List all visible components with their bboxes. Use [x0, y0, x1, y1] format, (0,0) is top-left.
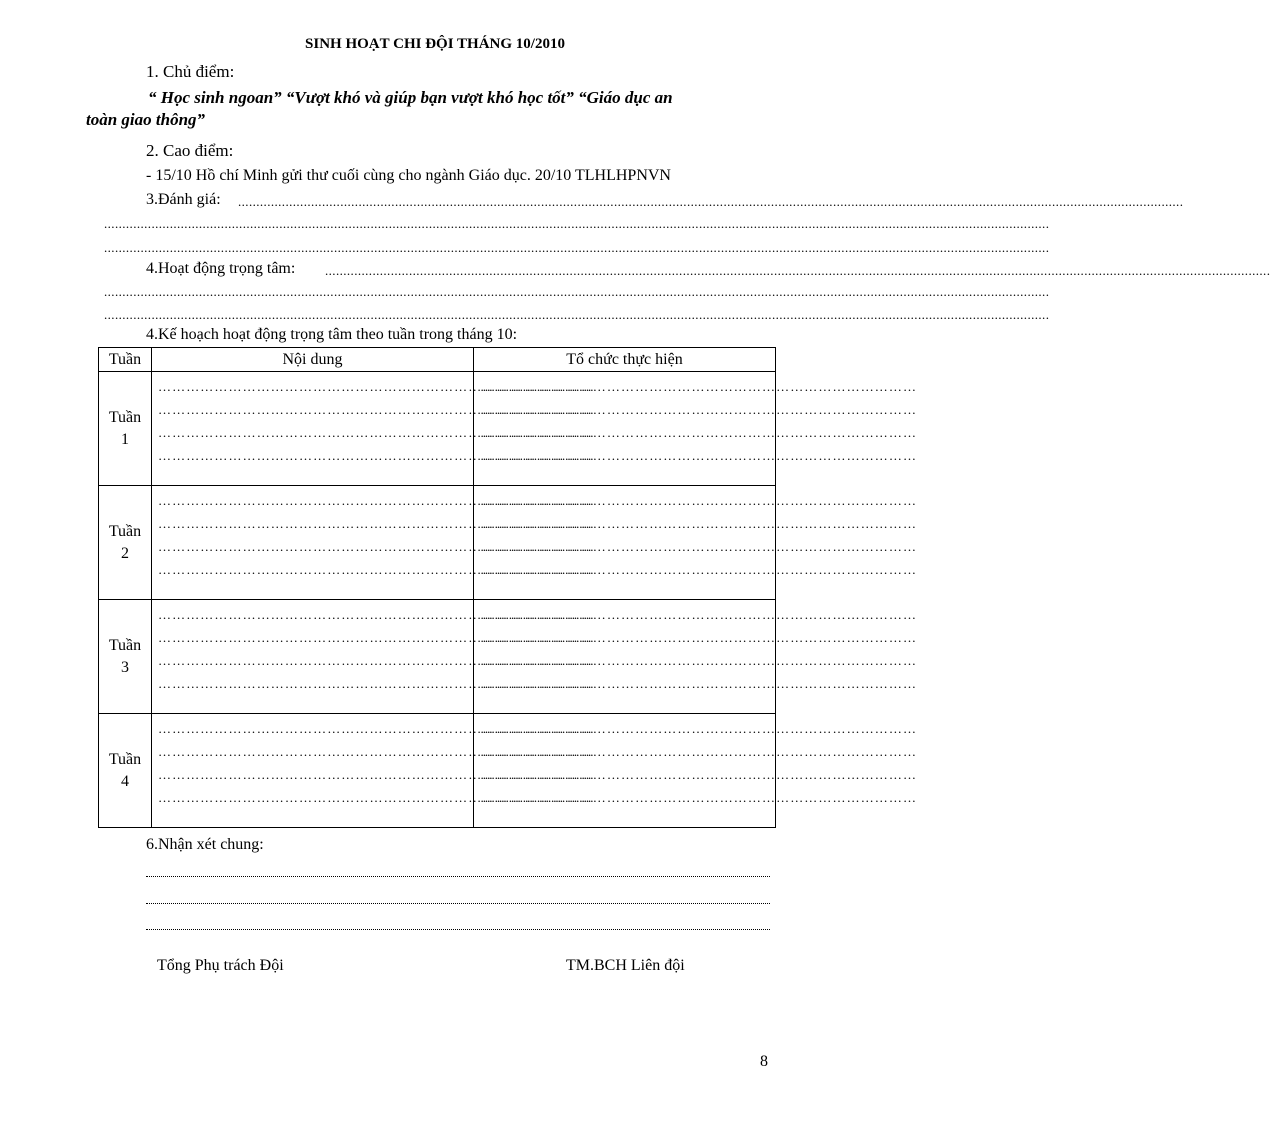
organize-cell[interactable] [474, 600, 918, 714]
dotted-line: ………………………………………………………………………………… [158, 425, 596, 440]
organize-cell[interactable] [474, 714, 918, 828]
dotted-line: ………………………………………………………………………………… [480, 562, 918, 577]
activity-fill-line[interactable]: ................................................................................................................................................................................................................................................................... [104, 307, 1050, 322]
section-2-heading: 2. Cao điểm: [146, 141, 234, 160]
dotted-line: ………………………………………………………………………………… [480, 790, 918, 805]
week-number: 1 [121, 430, 129, 448]
section-4-heading: 4.Hoạt động trọng tâm: [146, 260, 296, 277]
dotted-line: ………………………………………………………………………………… [480, 607, 918, 622]
week-cell [99, 486, 152, 600]
dotted-line: ………………………………………………………………………………… [158, 539, 596, 554]
dotted-line: ………………………………………………………………………………… [158, 653, 596, 668]
dotted-line: ………………………………………………………………………………… [158, 448, 596, 463]
activity-fill-line[interactable]: ................................................................................................................................................................................................................................................................... [325, 263, 1270, 278]
table-row [99, 486, 776, 600]
evaluation-fill-line[interactable]: ................................................................................................................................................................................................................................................................... [104, 240, 1050, 255]
evaluation-fill-line[interactable]: ................................................................................................................................................................................................................................................................... [238, 194, 1184, 209]
week-cell [99, 372, 152, 486]
dotted-line: ………………………………………………………………………………… [158, 767, 596, 782]
col-week-header: Tuần [99, 348, 152, 372]
dotted-line: ………………………………………………………………………………… [480, 425, 918, 440]
content-cell[interactable] [152, 714, 596, 828]
weekly-plan-table [98, 347, 918, 828]
dotted-line: ………………………………………………………………………………… [480, 448, 918, 463]
dotted-line: ………………………………………………………………………………… [158, 790, 596, 805]
content-cell[interactable] [152, 600, 596, 714]
section-2-line: - 15/10 Hồ chí Minh gửi thư cuối cùng cho ngành Giáo dục. 20/10 TLHLHPNVN [146, 167, 671, 184]
dotted-line: ………………………………………………………………………………… [158, 630, 596, 645]
dotted-line: ………………………………………………………………………………… [480, 516, 918, 531]
dotted-line: ………………………………………………………………………………… [480, 539, 918, 554]
dotted-line: ………………………………………………………………………………… [480, 402, 918, 417]
dotted-line: ………………………………………………………………………………… [158, 721, 596, 736]
week-label: Tuần [108, 636, 142, 654]
section-6-heading: 6.Nhận xét chung: [146, 836, 264, 853]
dotted-line: ………………………………………………………………………………… [158, 676, 596, 691]
week-number: 2 [121, 544, 129, 562]
dotted-line: ………………………………………………………………………………… [158, 516, 596, 531]
dotted-line: ………………………………………………………………………………… [480, 630, 918, 645]
col-organize-header: Tổ chức thực hiện [474, 348, 776, 372]
week-label: Tuần [108, 750, 142, 768]
week-label: Tuần [108, 408, 142, 426]
table-header-row [99, 348, 776, 372]
dotted-line: ………………………………………………………………………………… [480, 493, 918, 508]
dotted-line: ………………………………………………………………………………… [480, 721, 918, 736]
dotted-line: ………………………………………………………………………………… [480, 676, 918, 691]
dotted-line: ………………………………………………………………………………… [158, 402, 596, 417]
dotted-line: ………………………………………………………………………………… [158, 562, 596, 577]
signature-right-title: TM.BCH Liên đội [566, 957, 685, 974]
table-row [99, 372, 776, 486]
week-cell [99, 714, 152, 828]
theme-line-2: toàn giao thông” [86, 110, 206, 129]
dotted-line: ………………………………………………………………………………… [480, 767, 918, 782]
dotted-line: ………………………………………………………………………………… [480, 653, 918, 668]
section-1-heading: 1. Chủ điểm: [146, 62, 235, 81]
organize-cell[interactable] [474, 372, 918, 486]
dotted-line: ………………………………………………………………………………… [158, 744, 596, 759]
content-cell[interactable] [152, 372, 596, 486]
theme-line-1: “ Học sinh ngoan” “Vượt khó và giúp bạn vượt khó học tốt” “Giáo dục an [148, 88, 673, 107]
activity-fill-line[interactable]: ................................................................................................................................................................................................................................................................... [104, 284, 1050, 299]
table-row [99, 600, 776, 714]
dotted-line: ………………………………………………………………………………… [158, 607, 596, 622]
section-3-heading: 3.Đánh giá: [146, 191, 221, 208]
week-cell [99, 600, 152, 714]
dotted-line: ………………………………………………………………………………… [158, 493, 596, 508]
page-number: 8 [760, 1053, 768, 1070]
signature-left-title: Tổng Phụ trách Đội [157, 957, 284, 974]
col-content-header: Nội dung [152, 348, 474, 372]
table-row [99, 714, 776, 828]
organize-cell[interactable] [474, 486, 918, 600]
week-number: 3 [121, 658, 129, 676]
comment-fill-line[interactable] [146, 903, 770, 904]
dotted-line: ………………………………………………………………………………… [480, 744, 918, 759]
week-number: 4 [121, 772, 129, 790]
content-cell[interactable] [152, 486, 596, 600]
dotted-line: ………………………………………………………………………………… [480, 379, 918, 394]
comment-fill-line[interactable] [146, 929, 770, 930]
comment-fill-line[interactable] [146, 876, 770, 877]
page-title: SINH HOẠT CHI ĐỘI THÁNG 10/2010 [305, 36, 565, 52]
evaluation-fill-line[interactable]: ................................................................................................................................................................................................................................................................... [104, 216, 1050, 231]
plan-heading: 4.Kế hoạch hoạt động trọng tâm theo tuần trong tháng 10: [146, 326, 518, 343]
week-label: Tuần [108, 522, 142, 540]
dotted-line: ………………………………………………………………………………… [158, 379, 596, 394]
